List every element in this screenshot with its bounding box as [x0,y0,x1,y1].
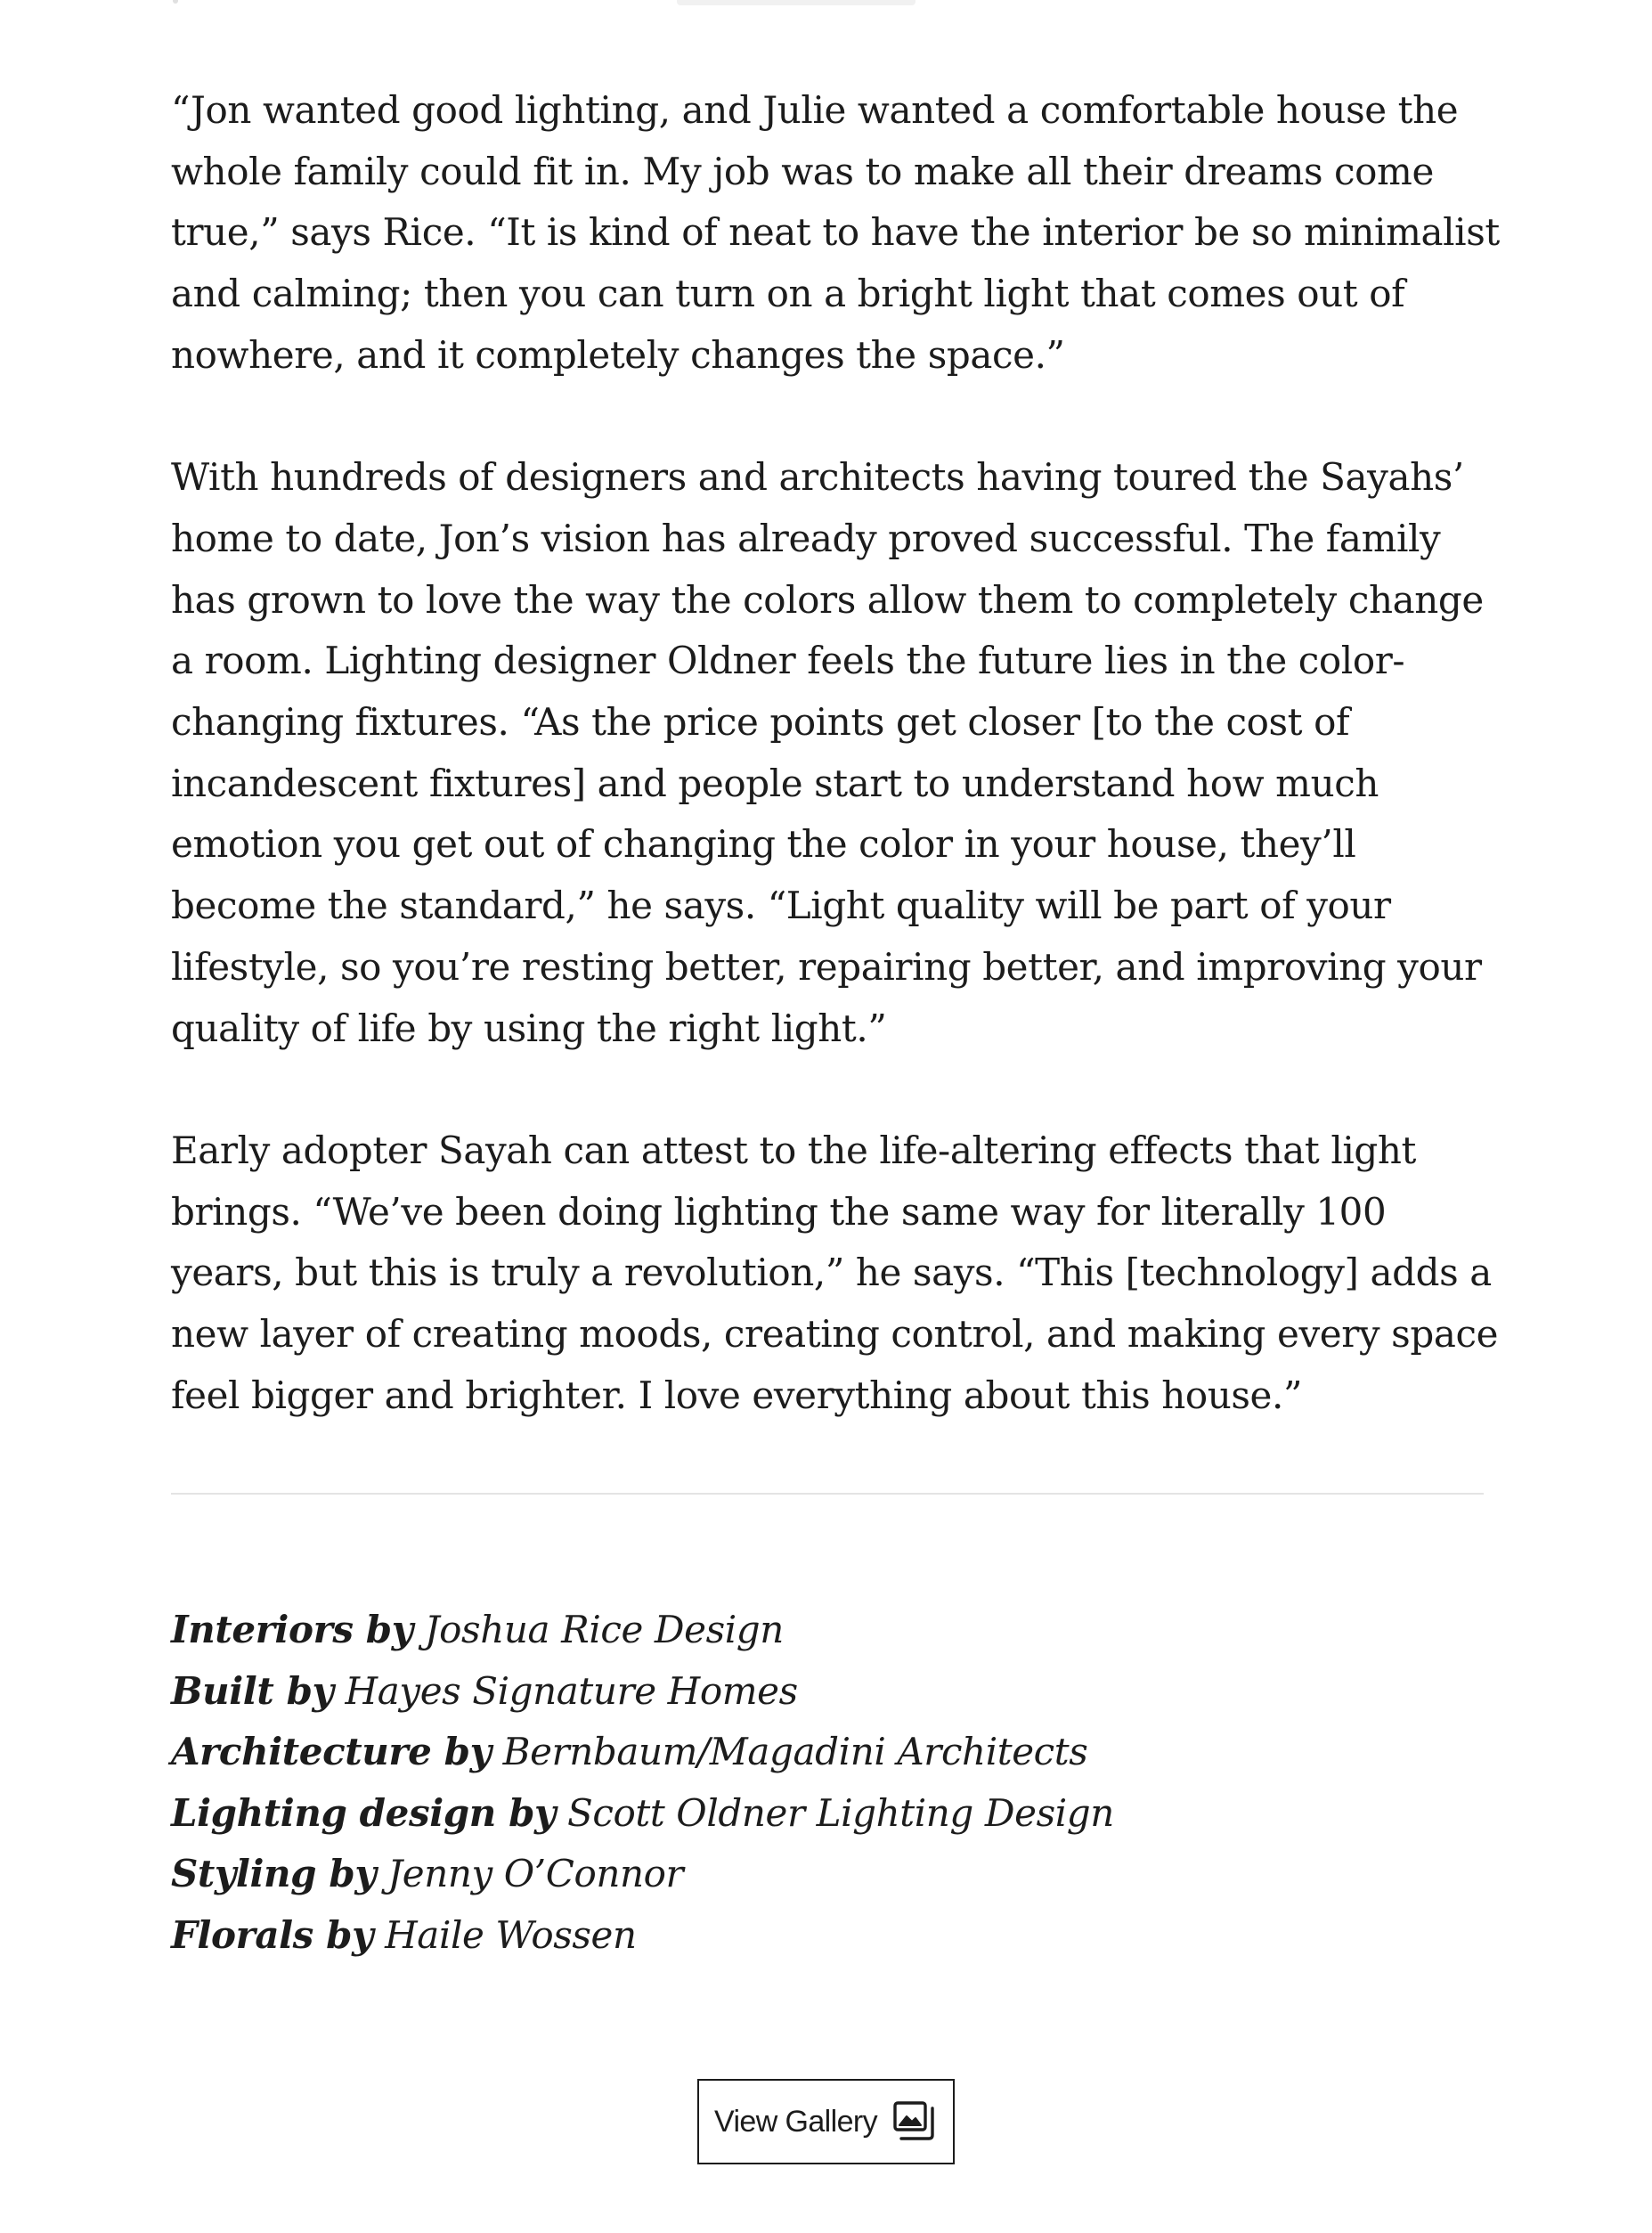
credit-role: Florals by [171,1912,374,1957]
credit-name: Scott Oldner Lighting Design [567,1790,1114,1835]
credit-name: Jenny O’Connor [387,1852,684,1896]
article-paragraph: With hundreds of designers and architects having toured the Sayahs’ home to date, Jon’s vision has already proved successful. The family has grown to love the way the colors allow them to completely change a room. Lighting designer Oldner feels the future lies in the color-changing fixtures. “As the price points get closer [to the cost of incandescent fixtures] and people start to understand how much emotion you get out of changing the color in your house, they’ll become the standard,” he says. “Light quality will be part of your lifestyle, so you’re resting better, repairing better, and improving your quality of life by using the right light.” [171,455,1484,1050]
credit-role: Built by [171,1668,334,1713]
credit-name: Haile Wossen [385,1912,637,1957]
view-gallery-label: View Gallery [713,2104,878,2139]
credit-name: Bernbaum/Magadini Architects [502,1730,1088,1774]
section-divider [171,1493,1484,1495]
credit-line [171,1661,1114,1723]
credit-name: Joshua Rice Design [424,1608,784,1651]
credit-role: Architecture by [171,1730,492,1774]
credit-name: Hayes Signature Homes [345,1668,798,1713]
credits-list [171,1600,1114,1967]
article-paragraph: “Jon wanted good lighting, and Julie wanted a comfortable house the whole family could fit in. My job was to make all their dreams come true,” says Rice. “It is kind of neat to have the interior be so minimalist and calming; then you can turn on a bright light that comes out of nowhere, and it completely changes the space.” [171,88,1500,377]
credit-role: Lighting design by [171,1790,557,1835]
credit-role: Interiors by [171,1608,413,1651]
top-overlay-edge [677,0,916,5]
credit-line [171,1844,1114,1905]
top-edge-marker [173,0,178,4]
article-paragraph: Early adopter Sayah can attest to the life-altering effects that light brings. “We’ve been doing lighting the same way for literally 100 years, but this is truly a revolution,” he says. “This [technology] adds a new layer of creating moods, creating control, and making every space feel bigger and brighter. I love everything about this house.” [171,1128,1499,1417]
credit-role: Styling by [171,1852,377,1896]
view-gallery-button[interactable] [697,2079,955,2164]
credit-line [171,1783,1114,1845]
credit-line [171,1722,1114,1783]
credit-line [171,1600,1114,1661]
article-body [171,80,1507,1487]
gallery-icon [893,2101,938,2142]
credit-line [171,1905,1114,1967]
